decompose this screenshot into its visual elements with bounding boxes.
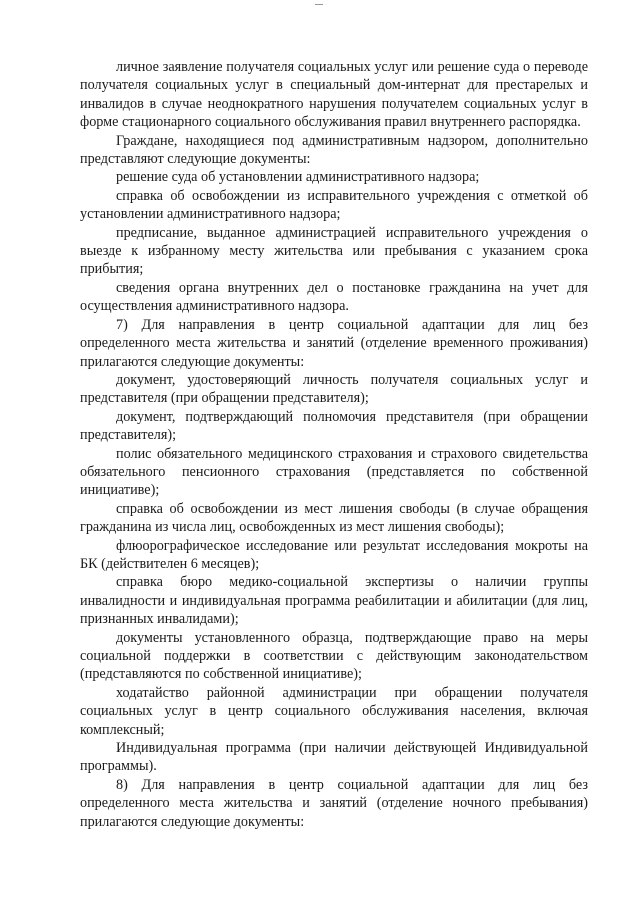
paragraph-15: ходатайство районной администрации при обращении получателя социальных услуг в центр социального обслуживания населения, включая комплексный; (80, 684, 588, 738)
paragraph-9: документ, подтверждающий полномочия представителя (при обращении представителя); (80, 408, 588, 444)
paragraph-3: решение суда об установлении административного надзора; (116, 169, 480, 186)
page-marker (315, 4, 323, 5)
paragraph-7: 7) Для направления в центр социальной адаптации для лиц без определенного места жительства и занятий (отделение временного проживания) прилагаются следующие документы: (80, 316, 588, 370)
paragraph-12: флюорографическое исследование или результат исследования мокроты на БК (действителен 6 месяцев); (80, 537, 588, 572)
paragraph-4: справка об освобождении из исправительного учреждения с отметкой об установлении административного надзора; (80, 187, 588, 223)
paragraph-13: справка бюро медико-социальной экспертизы о наличии группы инвалидности и индивидуальная программа реабилитации и абилитации (для лиц, признанных инвалидами); (80, 574, 588, 628)
paragraph-1: личное заявление получателя социальных услуг или решение суда о переводе получателя социальных услуг в специальный дом-интернат для престарелых и инвалидов в случае неоднократного нарушения получателем социальных услуг в форме стационарного социального обслуживания правил внутреннего распорядка. (80, 59, 588, 131)
paragraph-11: справка об освобождении из мест лишения свободы (в случае обращения гражданина из числа лиц, освобожденных из мест лишения свободы); (80, 500, 588, 536)
paragraph-8: документ, удостоверяющий личность получателя социальных услуг и представителя (при обращении представителя); (80, 371, 588, 407)
paragraph-17: 8) Для направления в центр социальной адаптации для лиц без определенного места жительства и занятий (отделение ночного пребывания) прилагаются следующие документы: (80, 776, 588, 830)
paragraph-2: Граждане, находящиеся под административным надзором, дополнительно представляют следующие документы: (80, 132, 588, 168)
paragraph-5: предписание, выданное администрацией исправительного учреждения о выезде к избранному месту жительства или пребывания с указанием срока прибытия; (80, 224, 588, 278)
paragraph-10: полис обязательного медицинского страхования и страхового свидетельства обязательного пенсионного страхования (представляется по собственной инициативе); (80, 445, 588, 499)
paragraph-6: сведения органа внутренних дел о постановке гражданина на учет для осуществления административного надзора. (80, 279, 588, 315)
document-body (80, 58, 588, 831)
paragraph-16: Индивидуальная программа (при наличии действующей Индивидуальной программы). (80, 740, 588, 775)
paragraph-14: документы установленного образца, подтверждающие право на меры социальной поддержки в соответствии с действующим законодательством (представляются по собственной инициативе); (80, 629, 588, 683)
